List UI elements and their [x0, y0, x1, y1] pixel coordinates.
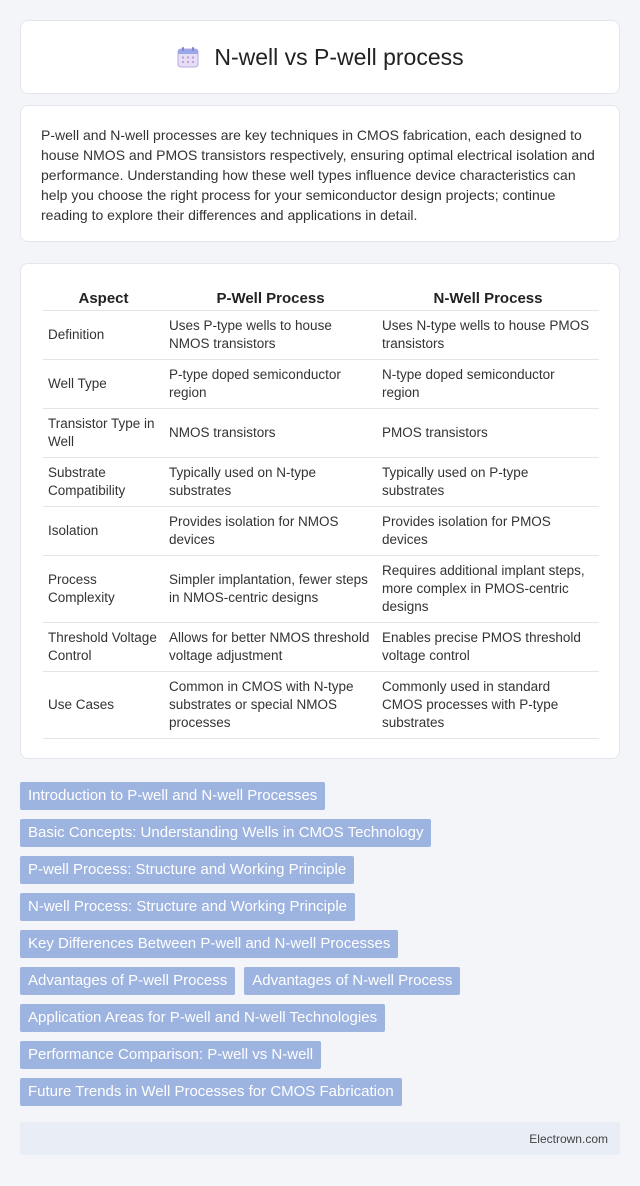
intro-paragraph: P-well and N-well processes are key techniques in CMOS fabrication, each designed to house NMOS and PMOS transistors respectively, ensuring optimal electrical isolation and performance. Understanding how these well types influence device characteristics can help you choose the right process for your semiconductor design projects; continue reading to explore their differences and applications in detail.: [41, 127, 595, 223]
row-aspect-cell: Definition: [43, 310, 164, 359]
row-aspect-cell: Transistor Type in Well: [43, 408, 164, 457]
row-aspect-cell: Threshold Voltage Control: [43, 622, 164, 671]
p-well-cell: Common in CMOS with N-type substrates or special NMOS processes: [164, 671, 377, 738]
topic-row: [20, 1004, 620, 1032]
topic-row: [20, 893, 620, 921]
topic-link-key-differences[interactable]: Key Differences Between P-well and N-well Processes: [20, 930, 398, 958]
topic-link-future-trends[interactable]: Future Trends in Well Processes for CMOS Fabrication: [20, 1078, 402, 1106]
column-header-p-well: P-Well Process: [164, 284, 377, 310]
topic-row: [20, 930, 620, 958]
topic-row: [20, 1078, 620, 1106]
table-row: [43, 359, 599, 408]
topic-link-advantages-n-well[interactable]: Advantages of N-well Process: [244, 967, 460, 995]
n-well-cell: PMOS transistors: [377, 408, 599, 457]
topic-row: [20, 1041, 620, 1069]
topic-row: [20, 782, 620, 810]
row-aspect-cell: Process Complexity: [43, 555, 164, 622]
intro-card: [20, 105, 620, 242]
topic-link-n-well-process[interactable]: N-well Process: Structure and Working Principle: [20, 893, 355, 921]
topic-links: [20, 782, 620, 1115]
comparison-card: [20, 263, 620, 759]
n-well-cell: Commonly used in standard CMOS processes with P-type substrates: [377, 671, 599, 738]
page-title: [176, 44, 463, 71]
footer-brand[interactable]: Electrown.com: [529, 1131, 608, 1146]
topic-link-introduction[interactable]: Introduction to P-well and N-well Processes: [20, 782, 325, 810]
p-well-cell: P-type doped semiconductor region: [164, 359, 377, 408]
calendar-icon: [176, 45, 200, 69]
table-row: [43, 671, 599, 738]
topic-link-basic-concepts[interactable]: Basic Concepts: Understanding Wells in CMOS Technology: [20, 819, 431, 847]
topic-row: [20, 819, 620, 847]
n-well-cell: Requires additional implant steps, more complex in PMOS-centric designs: [377, 555, 599, 622]
p-well-cell: Provides isolation for NMOS devices: [164, 506, 377, 555]
table-row: [43, 408, 599, 457]
table-row: [43, 555, 599, 622]
row-aspect-cell: Use Cases: [43, 671, 164, 738]
topic-row: [20, 856, 620, 884]
title-card: [20, 20, 620, 94]
n-well-cell: Uses N-type wells to house PMOS transistors: [377, 310, 599, 359]
p-well-cell: Simpler implantation, fewer steps in NMOS-centric designs: [164, 555, 377, 622]
topic-link-advantages-p-well[interactable]: Advantages of P-well Process: [20, 967, 235, 995]
p-well-cell: Allows for better NMOS threshold voltage adjustment: [164, 622, 377, 671]
n-well-cell: Provides isolation for PMOS devices: [377, 506, 599, 555]
table-row: [43, 310, 599, 359]
column-header-n-well: N-Well Process: [377, 284, 599, 310]
n-well-cell: N-type doped semiconductor region: [377, 359, 599, 408]
topic-link-application-areas[interactable]: Application Areas for P-well and N-well Technologies: [20, 1004, 385, 1032]
table-row: [43, 506, 599, 555]
table-row: [43, 457, 599, 506]
p-well-cell: Uses P-type wells to house NMOS transistors: [164, 310, 377, 359]
n-well-cell: Typically used on P-type substrates: [377, 457, 599, 506]
footer: [20, 1122, 620, 1155]
row-aspect-cell: Substrate Compatibility: [43, 457, 164, 506]
topic-link-p-well-process[interactable]: P-well Process: Structure and Working Principle: [20, 856, 354, 884]
topic-link-performance-comparison[interactable]: Performance Comparison: P-well vs N-well: [20, 1041, 321, 1069]
row-aspect-cell: Isolation: [43, 506, 164, 555]
topic-row: [20, 967, 620, 995]
page-title-text: N-well vs P-well process: [214, 43, 464, 70]
column-header-aspect: Aspect: [43, 284, 164, 310]
p-well-cell: Typically used on N-type substrates: [164, 457, 377, 506]
row-aspect-cell: Well Type: [43, 359, 164, 408]
table-row: [43, 622, 599, 671]
n-well-cell: Enables precise PMOS threshold voltage control: [377, 622, 599, 671]
table-header-row: [43, 284, 599, 310]
comparison-table: [43, 284, 599, 739]
p-well-cell: NMOS transistors: [164, 408, 377, 457]
